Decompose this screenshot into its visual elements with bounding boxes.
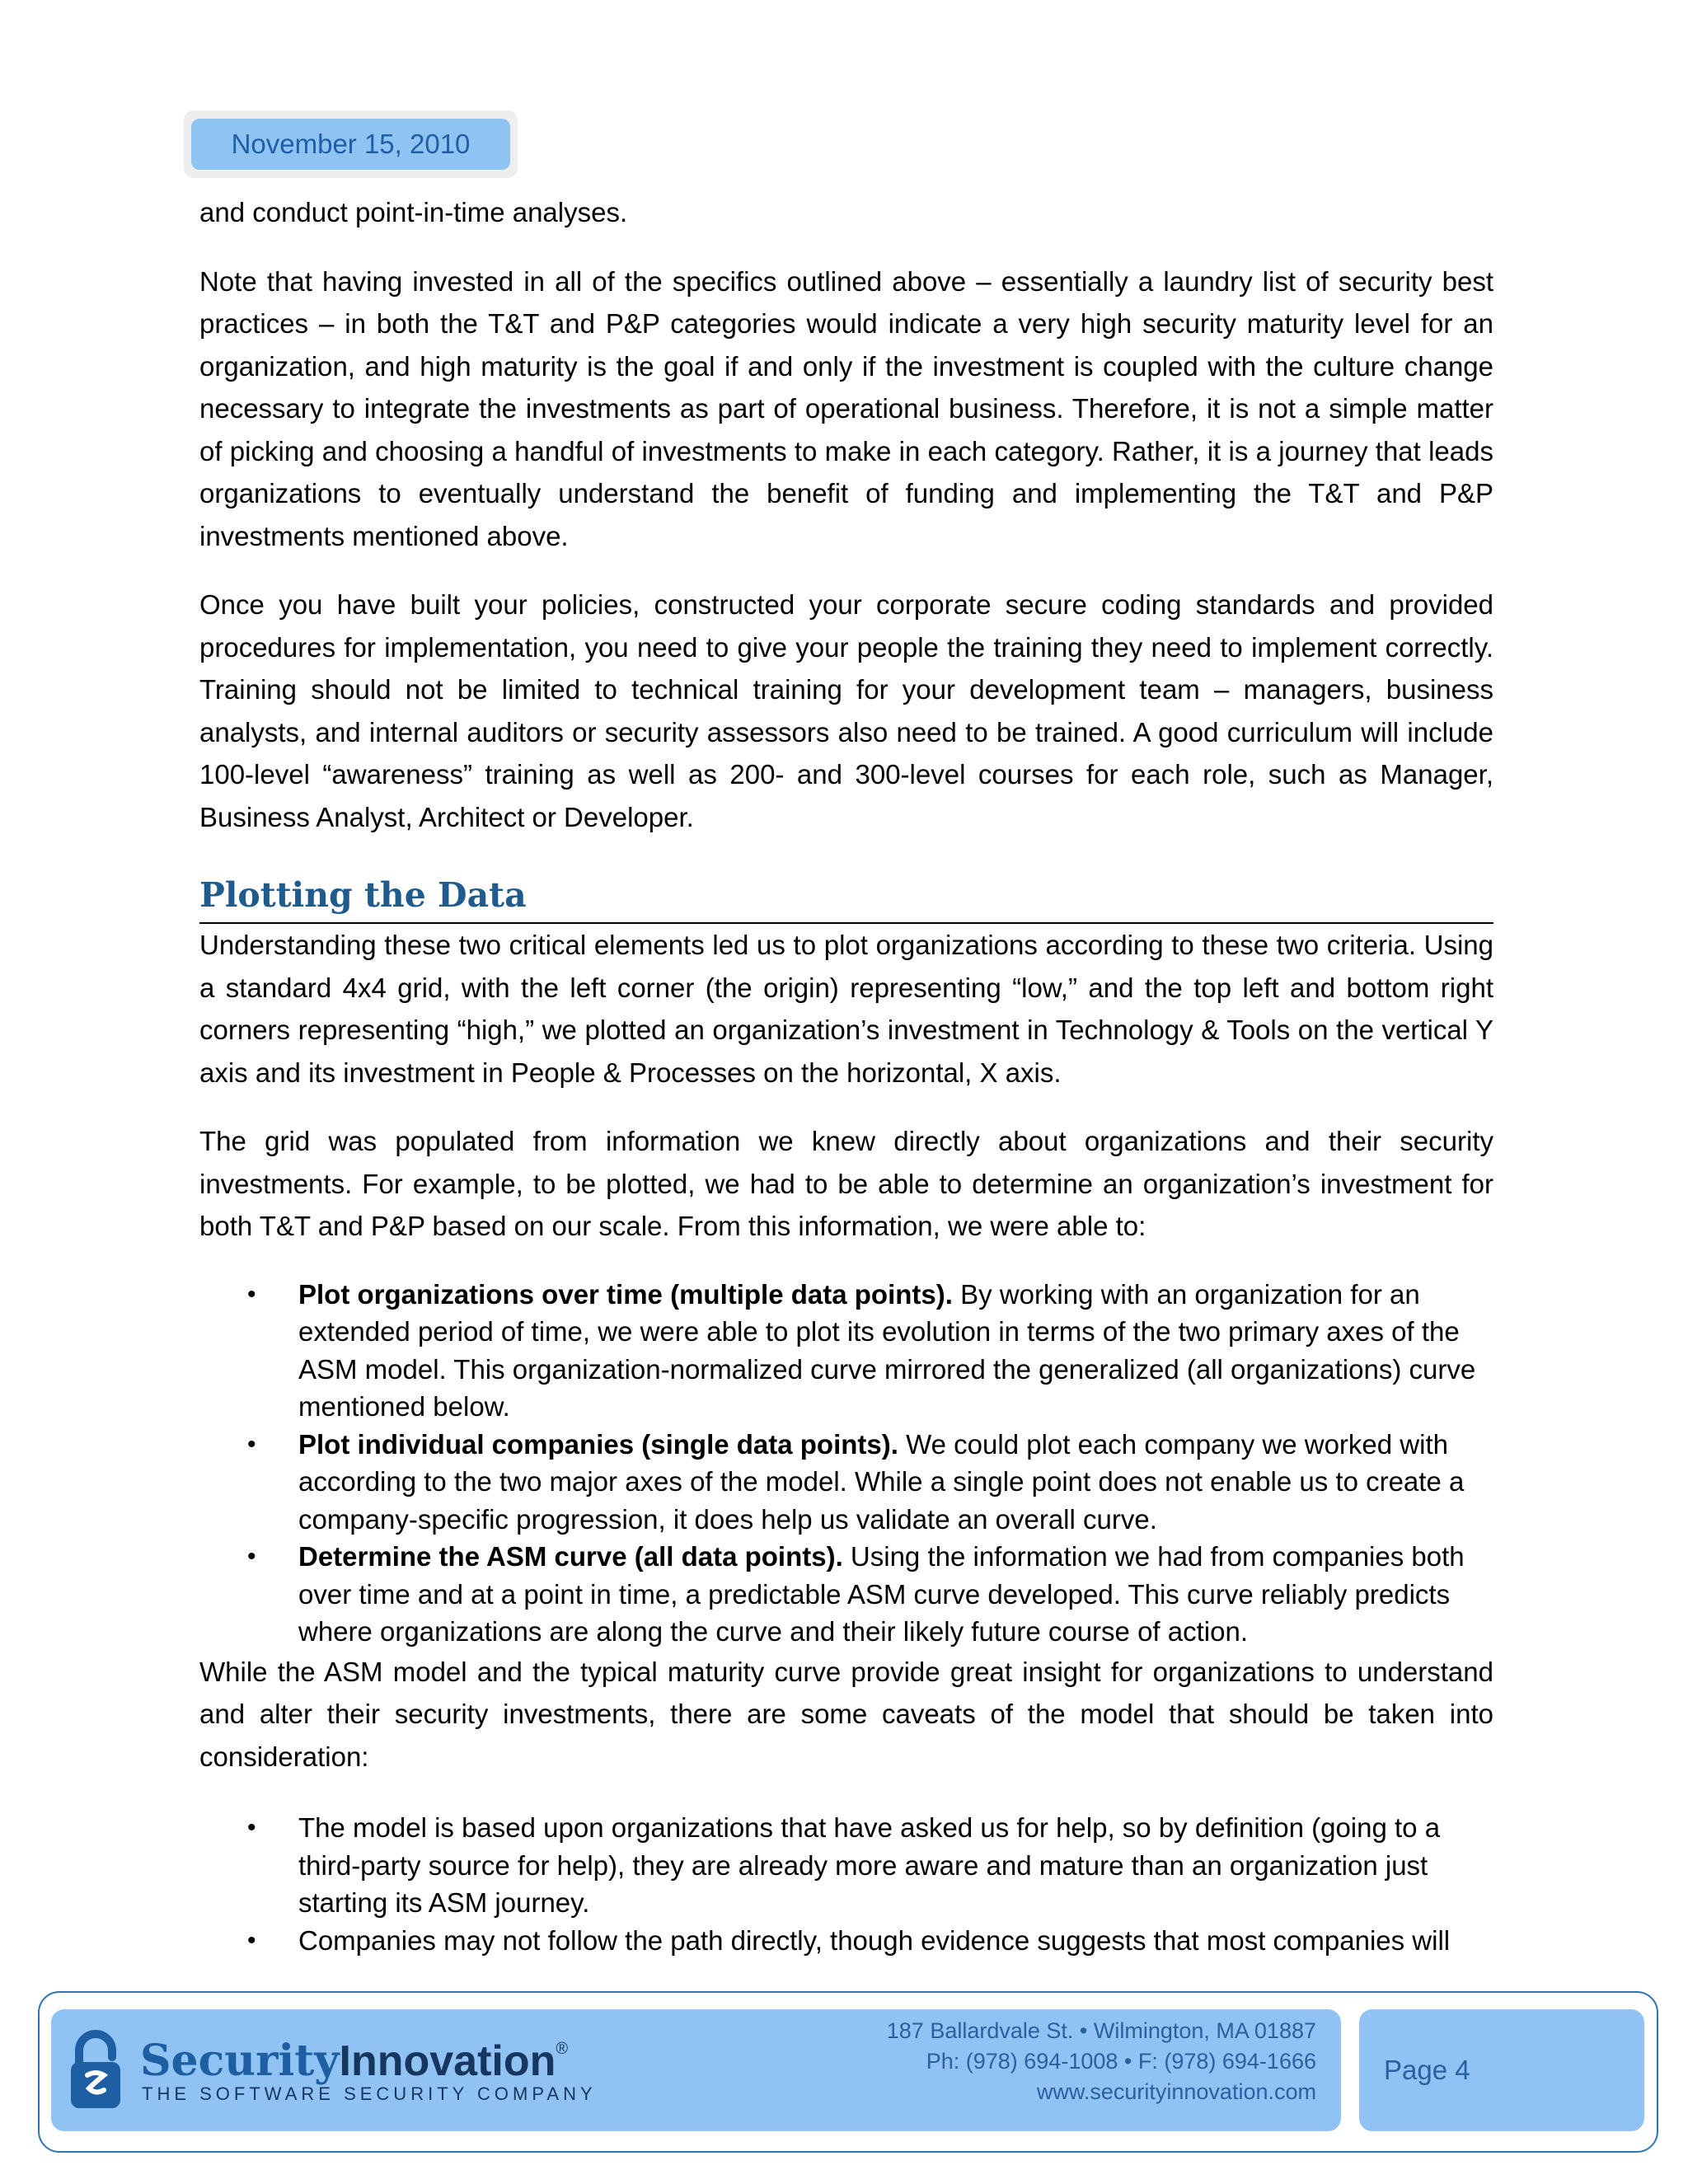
bullet-icon: • (247, 1926, 256, 1954)
list-item (247, 1809, 1493, 1922)
paragraph-caveats: While the ASM model and the typical maturity curve provide great insight for organizations to understand and alter their security investments, there are some caveats of the model that should be taken into consideration: (199, 1656, 1493, 1772)
list-item (247, 1276, 1493, 1426)
list-item (247, 1426, 1493, 1539)
page-footer (38, 1991, 1658, 2153)
paragraph-populated: The grid was populated from information we knew directly about organizations and their security investments. For example, to be plotted, we had to be able to determine an organization’s investment for both T&T and P&P based on our scale. From this information, we were able to: (199, 1126, 1493, 1241)
page-number: Page 4 (1359, 2009, 1644, 2131)
date-badge: November 15, 2010 (191, 119, 510, 170)
caveats-list (199, 1809, 1493, 1959)
company-tagline: THE SOFTWARE SECURITY COMPANY (142, 2083, 597, 2104)
list-item-text: We could plot each company we worked with according to the two major axes of the model. While a single point does not enable us to create a company-specific progression, it does help us validate an overall curve. (298, 1428, 1465, 1535)
document-body (199, 191, 1493, 1959)
paragraph-grid: Understanding these two critical elements led us to plot organizations according to these two criteria. Using a standard 4x4 grid, with the left corner (the origin) representing “low,” and the top left and bottom right corners representing “high,” we plotted an organization’s investment in Technology & Tools on the vertical Y axis and its investment in People & Processes on the horizontal, X axis. (199, 930, 1493, 1088)
footer-info-panel (51, 2009, 1341, 2131)
list-item (247, 1922, 1493, 1960)
bullet-icon: • (247, 1543, 256, 1570)
paragraph-training: Once you have built your policies, constructed your corporate secure coding standards and provided procedures for implementation, you need to give your people the training they need to implement correctly. Training should not be limited to technical training for your development team – managers, business analysts, and internal auditors or security assessors also need to be trained. A good curriculum will include 100-level “awareness” training as well as 200- and 300-level courses for each role, such as Manager, Business Analyst, Architect or Developer. (199, 589, 1493, 832)
address-street: 187 Ballardvale St. • Wilmington, MA 01887 (886, 2018, 1316, 2043)
paragraph-continued: and conduct point-in-time analyses. (199, 197, 628, 227)
company-address (887, 2016, 1316, 2107)
bullet-icon: • (247, 1280, 256, 1308)
list-item-text: The model is based upon organizations that have asked us for help, so by definition (going to a third-party source for help), they are already more aware and mature than an organization just starting its ASM journey. (298, 1812, 1441, 1918)
section-heading: Plotting the Data (199, 871, 1493, 924)
list-item-text: Using the information we had from companies both over time and at a point in time, a predictable ASM curve developed. This curve reliably predicts where organizations are along the curve and their likely future course of action. (298, 1541, 1465, 1647)
list-item-text: By working with an organization for an extended period of time, we were able to plot its evolution in terms of the two primary axes of the ASM model. This organization-normalized curve mirrored the generalized (all organizations) curve mentioned below. (298, 1278, 1476, 1422)
paragraph-investment-note: Note that having invested in all of the specifics outlined above – essentially a laundry list of security best practices – in both the T&T and P&P categories would indicate a very high security maturity level for an organization, and high maturity is the goal if and only if the investment is coupled with the culture change necessary to integrate the investments as part of operational business. Therefore, it is not a simple matter of picking and choosing a handful of investments to make in each category. Rather, it is a journey that leads organizations to eventually understand the benefit of funding and implementing the T&T and P&P investments mentioned above. (199, 265, 1493, 551)
list-item-text: Companies may not follow the path directly, though evidence suggests that most companies will (298, 1924, 1451, 1956)
date-badge-frame (184, 110, 518, 178)
list-item-lead: Determine the ASM curve (all data points). (298, 1541, 843, 1572)
address-phone: Ph: (978) 694-1008 • F: (978) 694-1666 (926, 2049, 1316, 2074)
address-website: www.securityinnovation.com (1036, 2079, 1316, 2104)
bullet-icon: • (247, 1430, 256, 1458)
list-item (247, 1538, 1493, 1651)
company-logo-wordmark: SecurityInnovation® (140, 2036, 569, 2086)
list-item-lead: Plot organizations over time (multiple data points). (298, 1278, 953, 1310)
padlock-logo-icon (68, 2029, 124, 2111)
list-item-lead: Plot individual companies (single data points). (298, 1428, 898, 1460)
findings-list (199, 1276, 1493, 1651)
bullet-icon: • (247, 1814, 256, 1841)
